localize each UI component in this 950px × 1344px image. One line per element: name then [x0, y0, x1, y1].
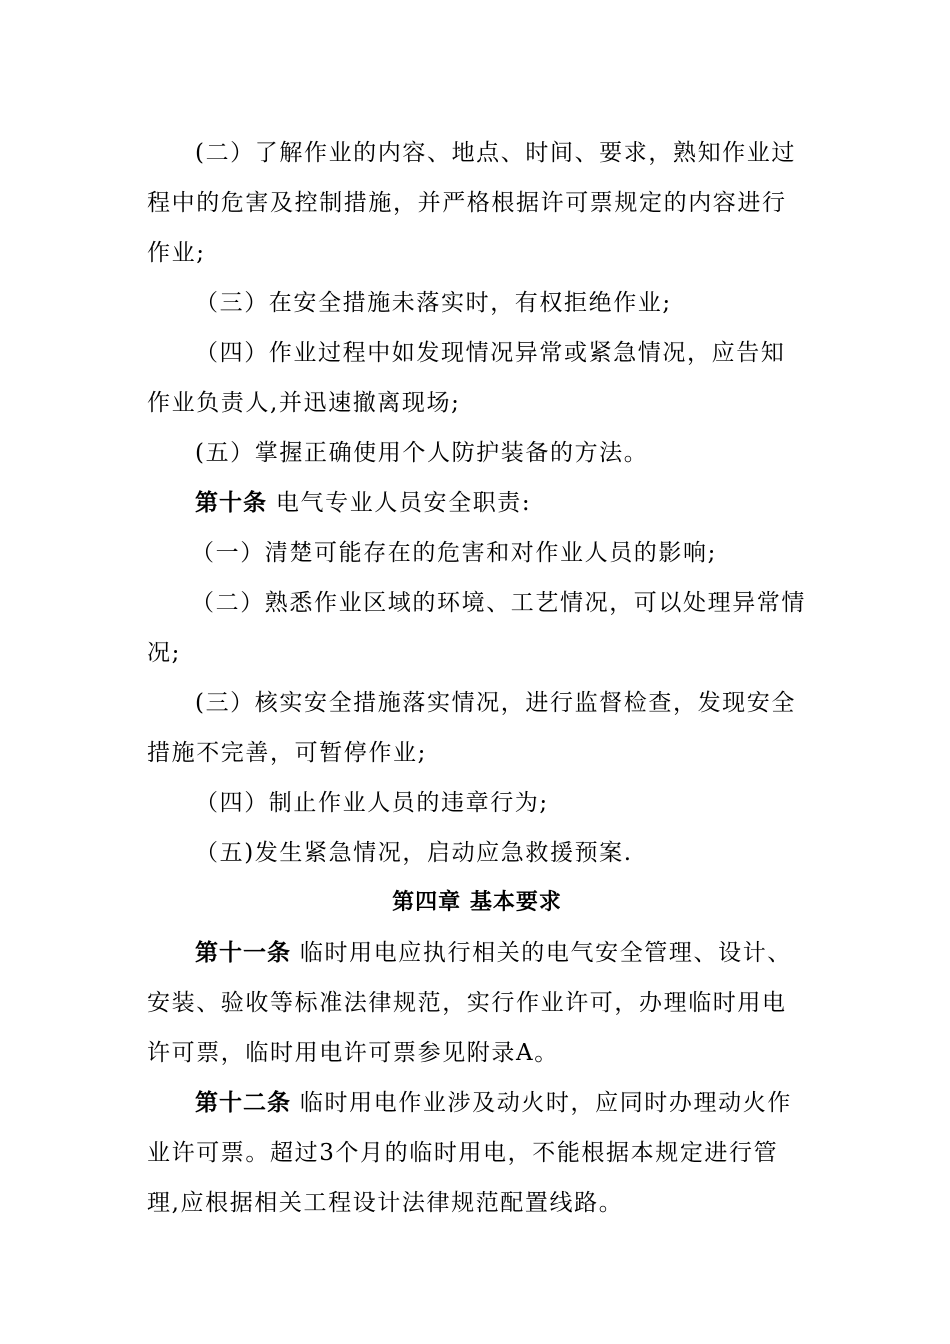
article-number: 第十二条	[195, 1089, 291, 1116]
paragraph-text: (三）核实安全措施落实情况，进行监督检查，发现安全措施不完善，可暂停作业;	[147, 690, 796, 766]
article-text: 电气专业人员安全职责:	[267, 490, 532, 516]
chapter-heading: 第四章 基本要求	[392, 890, 562, 915]
paragraph-text: （二）熟悉作业区域的环境、工艺情况，可以处理异常情况;	[147, 590, 806, 666]
paragraph-electrician-duty-2	[147, 578, 807, 678]
article-text: 临时用电作业涉及动火时，应同时办理动火作业许可票。超过3个月的临时用电，不能根据本规定进行管理,应根据相关工程设计法律规范配置线路。	[147, 1090, 792, 1216]
paragraph-duty-3	[147, 278, 807, 328]
document-page	[147, 128, 807, 1228]
paragraph-duty-5	[147, 428, 807, 478]
article-10	[147, 478, 807, 528]
paragraph-electrician-duty-4	[147, 778, 807, 828]
paragraph-electrician-duty-1	[147, 528, 807, 578]
paragraph-text: （五)发生紧急情况，启动应急救援预案.	[195, 840, 633, 866]
paragraph-text: (五）掌握正确使用个人防护装备的方法。	[195, 440, 649, 466]
paragraph-text: （四）作业过程中如发现情况异常或紧急情况，应告知作业负责人,并迅速撤离现场;	[147, 340, 786, 416]
paragraph-duty-2	[147, 128, 807, 278]
article-number: 第十一条	[195, 939, 291, 966]
article-11	[147, 928, 807, 1078]
paragraph-duty-4	[147, 328, 807, 428]
paragraph-text: （三）在安全措施未落实时，有权拒绝作业;	[195, 290, 672, 316]
paragraph-text: （四）制止作业人员的违章行为;	[195, 790, 549, 816]
paragraph-electrician-duty-3	[147, 678, 807, 778]
article-12	[147, 1078, 807, 1228]
article-text: 临时用电应执行相关的电气安全管理、设计、安装、验收等标准法律规范，实行作业许可，办理临时用电许可票，临时用电许可票参见附录A。	[147, 940, 792, 1066]
article-number: 第十条	[195, 489, 267, 516]
paragraph-text: (二）了解作业的内容、地点、时间、要求，熟知作业过程中的危害及控制措施，并严格根据许可票规定的内容进行作业;	[147, 140, 796, 266]
paragraph-electrician-duty-5	[147, 828, 807, 878]
paragraph-text: （一）清楚可能存在的危害和对作业人员的影响;	[191, 540, 717, 566]
